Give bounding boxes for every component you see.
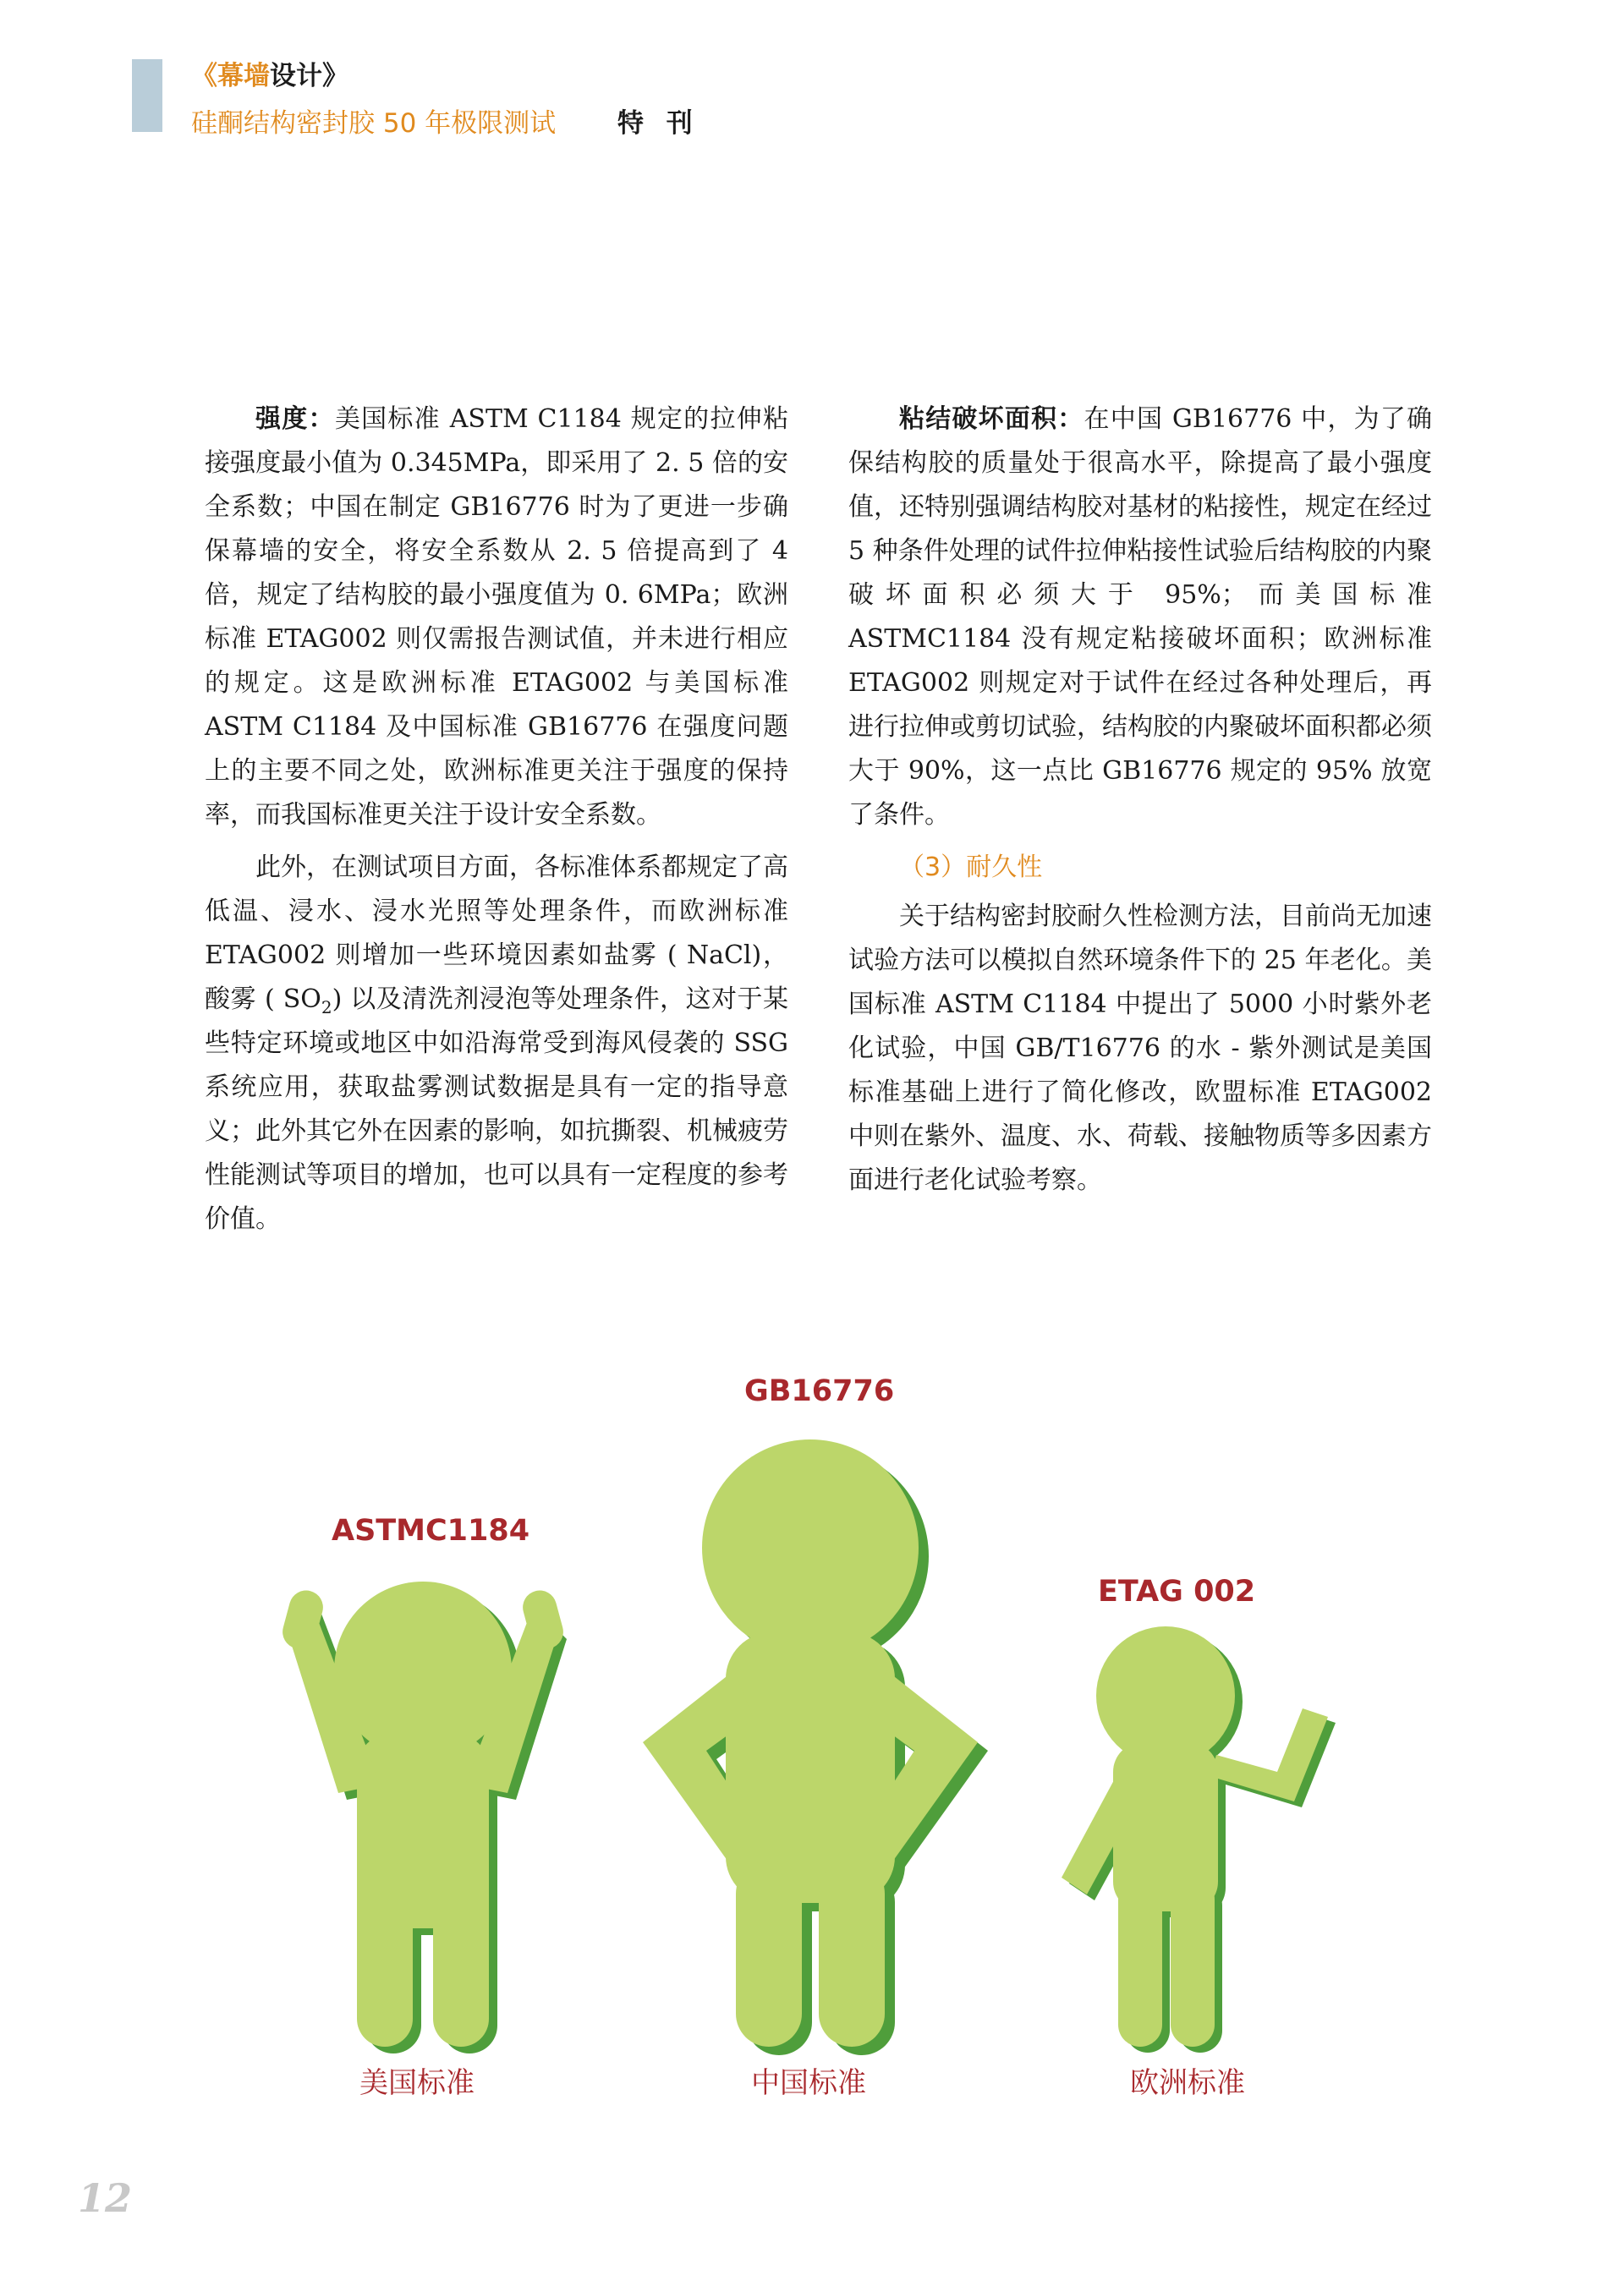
special-issue-label: 特 刊 bbox=[617, 108, 700, 139]
figure-gb-person bbox=[643, 1439, 988, 2055]
figure-etag-person bbox=[1062, 1626, 1336, 2053]
paragraph-durability: 关于结构密封胶耐久性检测方法，目前尚无加速试验方法可以模拟自然环境条件下的 25 年老化。美国标准 ASTM C1184 中提出了 5000 小时紫外老化试验，中国 GB/T16776 的水 - 紫外测试是美国标准基础上进行了简化修改，欧盟标准 ETAG002 中则在紫外、温度、水、荷载、接触物质等多因素方面进行老化试验考察。 bbox=[848, 902, 1432, 1195]
figure-label-astm: ASTMC1184 bbox=[332, 1514, 530, 1548]
failure-area-lead: 粘结破坏面积： bbox=[899, 404, 1084, 434]
figure-label-etag: ETAG 002 bbox=[1098, 1575, 1256, 1609]
page-number: 12 bbox=[78, 2175, 133, 2221]
figure-caption-us: 美国标准 bbox=[359, 2066, 475, 2100]
failure-area-body: 在中国 GB16776 中，为了确保结构胶的质量处于很高水平，除提高了最小强度值，还特别强调结构胶对基材的粘接性，规定在经过 5 种条件处理的试件拉伸粘接性试验后结构胶的内聚破坏面积必须大于 95%；而美国标准 ASTMC1184 没有规定粘接破坏面积；欧洲标准 ETAG002 则规定对于试件在经过各种处理后，再进行拉伸或剪切试验，结构胶的内聚破坏面积都必须大于 90%，这一点比 GB16776 规定的 95% 放宽了条件。 bbox=[848, 404, 1432, 830]
figure-astm-person bbox=[279, 1582, 568, 2053]
figure-astm-body bbox=[279, 1582, 568, 2047]
journal-title-suffix: 设计》 bbox=[270, 61, 348, 91]
test-items-text-a: 此外，在测试项目方面，各标准体系都规定了高低温、浸水、浸水光照等处理条件，而欧洲标准 ETAG002 则增加一些环境因素如盐雾 ( NaCl)，酸雾 ( SO bbox=[205, 853, 788, 1014]
so2-subscript: 2 bbox=[321, 997, 332, 1017]
issue-subtitle: 硅酮结构密封胶 50 年极限测试 bbox=[191, 108, 557, 139]
figure-caption-europe: 欧洲标准 bbox=[1130, 2066, 1245, 2100]
strength-body: 美国标准 ASTM C1184 规定的拉伸粘接强度最小值为 0.345MPa，即采用了 2. 5 倍的安全系数；中国在制定 GB16776 时为了更进一步确保幕墙的安全，将安全系数从 2. 5 倍提高到了 4 倍，规定了结构胶的最小强度值为 0. 6MPa；欧洲标准 ETAG002 则仅需报告测试值，并未进行相应的规定。这是欧洲标准 ETAG002 与美国标准 ASTM C1184 及中国标准 GB16776 在强度问题上的主要不同之处，欧洲标准更关注于强度的保持率，而我国标准更关注于设计安全系数。 bbox=[205, 404, 788, 830]
figure-caption-china: 中国标准 bbox=[751, 2066, 866, 2100]
journal-title-prefix: 《幕墙 bbox=[191, 61, 270, 91]
strength-lead: 强度： bbox=[255, 404, 335, 434]
figure-label-gb: GB16776 bbox=[744, 1374, 895, 1408]
test-items-text-b: ) 以及清洗剂浸泡等处理条件，这对于某些特定环境或地区中如沿海常受到海风侵袭的 SSG 系统应用，获取盐雾测试数据是具有一定的指导意义；此外其它外在因素的影响，如抗撕裂、机械疲劳性能测试等项目的增加，也可以具有一定程度的参考价值。 bbox=[205, 984, 788, 1234]
figure-etag-body bbox=[1062, 1626, 1328, 2047]
durability-heading: （3）耐久性 bbox=[899, 853, 1043, 882]
